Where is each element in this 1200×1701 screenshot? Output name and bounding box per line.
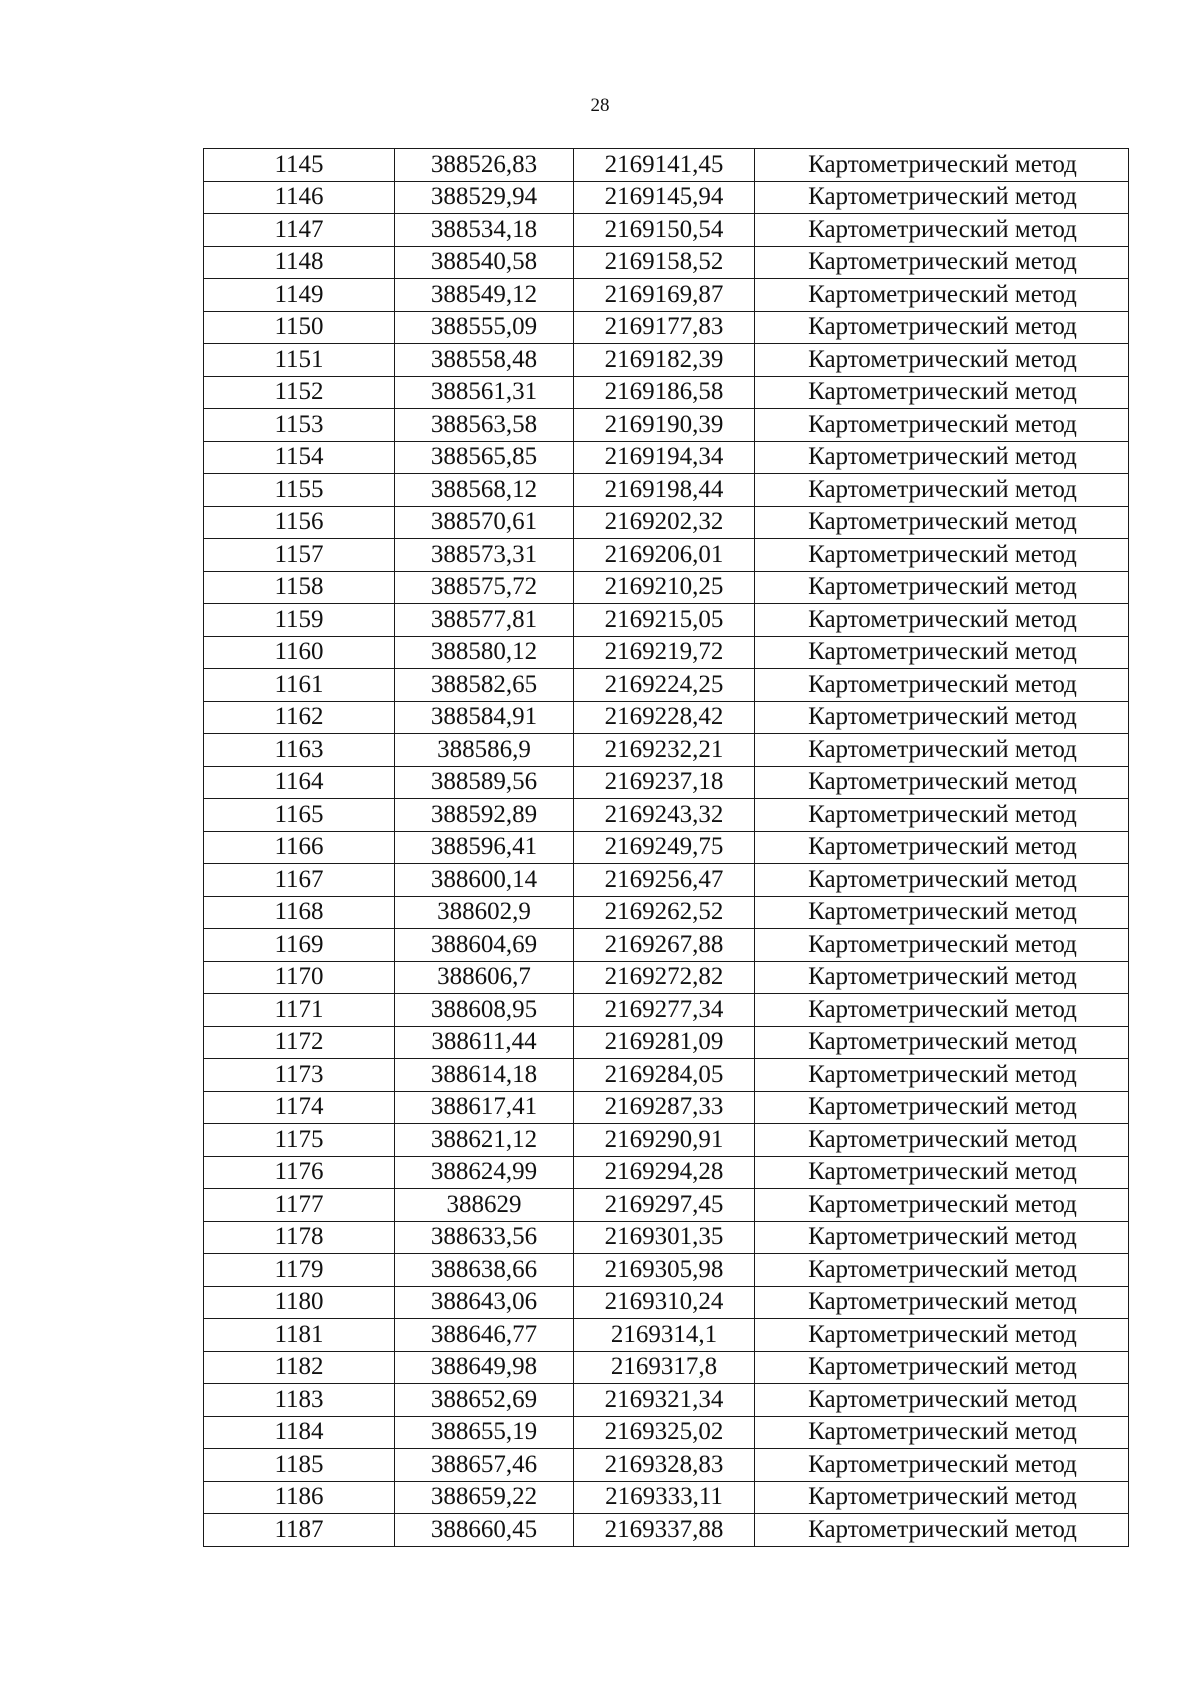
point-number-cell: 1164 (204, 766, 395, 799)
table-row (204, 1026, 1129, 1059)
y-coordinate-cell: 2169186,58 (574, 376, 755, 409)
x-coordinate-cell: 388604,69 (395, 929, 574, 962)
point-number-cell: 1145 (204, 149, 395, 182)
method-cell: Картометрический метод (755, 1059, 1129, 1092)
method-cell: Картометрический метод (755, 441, 1129, 474)
y-coordinate-cell: 2169232,21 (574, 734, 755, 767)
table-row (204, 539, 1129, 572)
point-number-cell: 1175 (204, 1124, 395, 1157)
x-coordinate-cell: 388660,45 (395, 1514, 574, 1547)
method-cell: Картометрический метод (755, 701, 1129, 734)
method-cell: Картометрический метод (755, 149, 1129, 182)
y-coordinate-cell: 2169317,8 (574, 1351, 755, 1384)
table-row (204, 994, 1129, 1027)
method-cell: Картометрический метод (755, 929, 1129, 962)
y-coordinate-cell: 2169305,98 (574, 1254, 755, 1287)
x-coordinate-cell: 388534,18 (395, 214, 574, 247)
table-row (204, 149, 1129, 182)
point-number-cell: 1174 (204, 1091, 395, 1124)
y-coordinate-cell: 2169333,11 (574, 1481, 755, 1514)
y-coordinate-cell: 2169337,88 (574, 1514, 755, 1547)
y-coordinate-cell: 2169290,91 (574, 1124, 755, 1157)
y-coordinate-cell: 2169321,34 (574, 1384, 755, 1417)
table-row (204, 734, 1129, 767)
point-number-cell: 1151 (204, 344, 395, 377)
method-cell: Картометрический метод (755, 1449, 1129, 1482)
point-number-cell: 1155 (204, 474, 395, 507)
x-coordinate-cell: 388608,95 (395, 994, 574, 1027)
table-row (204, 1416, 1129, 1449)
x-coordinate-cell: 388617,41 (395, 1091, 574, 1124)
page-number: 28 (590, 95, 610, 116)
point-number-cell: 1160 (204, 636, 395, 669)
y-coordinate-cell: 2169314,1 (574, 1319, 755, 1352)
method-cell: Картометрический метод (755, 376, 1129, 409)
y-coordinate-cell: 2169202,32 (574, 506, 755, 539)
point-number-cell: 1161 (204, 669, 395, 702)
point-number-cell: 1158 (204, 571, 395, 604)
table-row (204, 896, 1129, 929)
point-number-cell: 1150 (204, 311, 395, 344)
y-coordinate-cell: 2169267,88 (574, 929, 755, 962)
point-number-cell: 1171 (204, 994, 395, 1027)
y-coordinate-cell: 2169325,02 (574, 1416, 755, 1449)
table-row (204, 1221, 1129, 1254)
table-row (204, 1384, 1129, 1417)
table-row (204, 279, 1129, 312)
method-cell: Картометрический метод (755, 1351, 1129, 1384)
point-number-cell: 1185 (204, 1449, 395, 1482)
x-coordinate-cell: 388526,83 (395, 149, 574, 182)
x-coordinate-cell: 388589,56 (395, 766, 574, 799)
y-coordinate-cell: 2169328,83 (574, 1449, 755, 1482)
method-cell: Картометрический метод (755, 539, 1129, 572)
method-cell: Картометрический метод (755, 961, 1129, 994)
method-cell: Картометрический метод (755, 214, 1129, 247)
x-coordinate-cell: 388584,91 (395, 701, 574, 734)
y-coordinate-cell: 2169228,42 (574, 701, 755, 734)
method-cell: Картометрический метод (755, 1481, 1129, 1514)
table-row (204, 604, 1129, 637)
point-number-cell: 1163 (204, 734, 395, 767)
method-cell: Картометрический метод (755, 279, 1129, 312)
point-number-cell: 1152 (204, 376, 395, 409)
point-number-cell: 1167 (204, 864, 395, 897)
method-cell: Картометрический метод (755, 246, 1129, 279)
table-row (204, 1156, 1129, 1189)
point-number-cell: 1147 (204, 214, 395, 247)
point-number-cell: 1170 (204, 961, 395, 994)
x-coordinate-cell: 388592,89 (395, 799, 574, 832)
table-row (204, 1091, 1129, 1124)
y-coordinate-cell: 2169150,54 (574, 214, 755, 247)
table-row (204, 669, 1129, 702)
table-row (204, 1514, 1129, 1547)
point-number-cell: 1156 (204, 506, 395, 539)
table-row (204, 961, 1129, 994)
y-coordinate-cell: 2169277,34 (574, 994, 755, 1027)
x-coordinate-cell: 388568,12 (395, 474, 574, 507)
x-coordinate-cell: 388582,65 (395, 669, 574, 702)
x-coordinate-cell: 388629 (395, 1189, 574, 1222)
x-coordinate-cell: 388611,44 (395, 1026, 574, 1059)
x-coordinate-cell: 388638,66 (395, 1254, 574, 1287)
x-coordinate-cell: 388659,22 (395, 1481, 574, 1514)
x-coordinate-cell: 388655,19 (395, 1416, 574, 1449)
point-number-cell: 1176 (204, 1156, 395, 1189)
coordinates-table (203, 148, 1129, 1547)
x-coordinate-cell: 388586,9 (395, 734, 574, 767)
x-coordinate-cell: 388561,31 (395, 376, 574, 409)
x-coordinate-cell: 388575,72 (395, 571, 574, 604)
x-coordinate-cell: 388577,81 (395, 604, 574, 637)
y-coordinate-cell: 2169190,39 (574, 409, 755, 442)
method-cell: Картометрический метод (755, 994, 1129, 1027)
method-cell: Картометрический метод (755, 506, 1129, 539)
y-coordinate-cell: 2169198,44 (574, 474, 755, 507)
method-cell: Картометрический метод (755, 409, 1129, 442)
method-cell: Картометрический метод (755, 636, 1129, 669)
x-coordinate-cell: 388646,77 (395, 1319, 574, 1352)
table-row (204, 506, 1129, 539)
method-cell: Картометрический метод (755, 766, 1129, 799)
x-coordinate-cell: 388602,9 (395, 896, 574, 929)
point-number-cell: 1173 (204, 1059, 395, 1092)
x-coordinate-cell: 388596,41 (395, 831, 574, 864)
x-coordinate-cell: 388643,06 (395, 1286, 574, 1319)
point-number-cell: 1146 (204, 181, 395, 214)
table-row (204, 571, 1129, 604)
y-coordinate-cell: 2169243,32 (574, 799, 755, 832)
table-row (204, 1124, 1129, 1157)
table-row (204, 799, 1129, 832)
x-coordinate-cell: 388565,85 (395, 441, 574, 474)
y-coordinate-cell: 2169310,24 (574, 1286, 755, 1319)
method-cell: Картометрический метод (755, 181, 1129, 214)
table-row (204, 441, 1129, 474)
point-number-cell: 1184 (204, 1416, 395, 1449)
method-cell: Картометрический метод (755, 799, 1129, 832)
table-row (204, 1449, 1129, 1482)
x-coordinate-cell: 388652,69 (395, 1384, 574, 1417)
point-number-cell: 1153 (204, 409, 395, 442)
point-number-cell: 1159 (204, 604, 395, 637)
point-number-cell: 1166 (204, 831, 395, 864)
table-row (204, 864, 1129, 897)
point-number-cell: 1154 (204, 441, 395, 474)
method-cell: Картометрический метод (755, 1026, 1129, 1059)
x-coordinate-cell: 388549,12 (395, 279, 574, 312)
method-cell: Картометрический метод (755, 311, 1129, 344)
point-number-cell: 1181 (204, 1319, 395, 1352)
point-number-cell: 1187 (204, 1514, 395, 1547)
y-coordinate-cell: 2169301,35 (574, 1221, 755, 1254)
y-coordinate-cell: 2169210,25 (574, 571, 755, 604)
point-number-cell: 1182 (204, 1351, 395, 1384)
y-coordinate-cell: 2169294,28 (574, 1156, 755, 1189)
method-cell: Картометрический метод (755, 1254, 1129, 1287)
table-row (204, 1351, 1129, 1384)
method-cell: Картометрический метод (755, 1091, 1129, 1124)
x-coordinate-cell: 388600,14 (395, 864, 574, 897)
y-coordinate-cell: 2169141,45 (574, 149, 755, 182)
method-cell: Картометрический метод (755, 669, 1129, 702)
point-number-cell: 1177 (204, 1189, 395, 1222)
x-coordinate-cell: 388633,56 (395, 1221, 574, 1254)
y-coordinate-cell: 2169256,47 (574, 864, 755, 897)
x-coordinate-cell: 388540,58 (395, 246, 574, 279)
y-coordinate-cell: 2169249,75 (574, 831, 755, 864)
table-row (204, 1286, 1129, 1319)
x-coordinate-cell: 388555,09 (395, 311, 574, 344)
y-coordinate-cell: 2169224,25 (574, 669, 755, 702)
point-number-cell: 1148 (204, 246, 395, 279)
y-coordinate-cell: 2169237,18 (574, 766, 755, 799)
method-cell: Картометрический метод (755, 734, 1129, 767)
x-coordinate-cell: 388563,58 (395, 409, 574, 442)
method-cell: Картометрический метод (755, 1221, 1129, 1254)
table-row (204, 214, 1129, 247)
method-cell: Картометрический метод (755, 344, 1129, 377)
x-coordinate-cell: 388573,31 (395, 539, 574, 572)
method-cell: Картометрический метод (755, 896, 1129, 929)
y-coordinate-cell: 2169158,52 (574, 246, 755, 279)
point-number-cell: 1186 (204, 1481, 395, 1514)
table-row (204, 1059, 1129, 1092)
point-number-cell: 1179 (204, 1254, 395, 1287)
y-coordinate-cell: 2169177,83 (574, 311, 755, 344)
y-coordinate-cell: 2169169,87 (574, 279, 755, 312)
method-cell: Картометрический метод (755, 604, 1129, 637)
table-row (204, 311, 1129, 344)
table-row (204, 181, 1129, 214)
y-coordinate-cell: 2169297,45 (574, 1189, 755, 1222)
y-coordinate-cell: 2169284,05 (574, 1059, 755, 1092)
point-number-cell: 1172 (204, 1026, 395, 1059)
method-cell: Картометрический метод (755, 1156, 1129, 1189)
y-coordinate-cell: 2169215,05 (574, 604, 755, 637)
y-coordinate-cell: 2169182,39 (574, 344, 755, 377)
x-coordinate-cell: 388621,12 (395, 1124, 574, 1157)
method-cell: Картометрический метод (755, 1189, 1129, 1222)
x-coordinate-cell: 388657,46 (395, 1449, 574, 1482)
x-coordinate-cell: 388558,48 (395, 344, 574, 377)
coordinates-table-body (204, 149, 1129, 1547)
x-coordinate-cell: 388624,99 (395, 1156, 574, 1189)
point-number-cell: 1162 (204, 701, 395, 734)
table-row (204, 409, 1129, 442)
y-coordinate-cell: 2169194,34 (574, 441, 755, 474)
y-coordinate-cell: 2169281,09 (574, 1026, 755, 1059)
x-coordinate-cell: 388649,98 (395, 1351, 574, 1384)
y-coordinate-cell: 2169219,72 (574, 636, 755, 669)
table-row (204, 636, 1129, 669)
table-row (204, 1319, 1129, 1352)
table-row (204, 701, 1129, 734)
table-row (204, 344, 1129, 377)
x-coordinate-cell: 388529,94 (395, 181, 574, 214)
point-number-cell: 1165 (204, 799, 395, 832)
y-coordinate-cell: 2169262,52 (574, 896, 755, 929)
method-cell: Картометрический метод (755, 1514, 1129, 1547)
method-cell: Картометрический метод (755, 831, 1129, 864)
point-number-cell: 1149 (204, 279, 395, 312)
method-cell: Картометрический метод (755, 1319, 1129, 1352)
table-row (204, 376, 1129, 409)
point-number-cell: 1180 (204, 1286, 395, 1319)
x-coordinate-cell: 388614,18 (395, 1059, 574, 1092)
table-row (204, 474, 1129, 507)
point-number-cell: 1178 (204, 1221, 395, 1254)
table-row (204, 1189, 1129, 1222)
y-coordinate-cell: 2169145,94 (574, 181, 755, 214)
method-cell: Картометрический метод (755, 1416, 1129, 1449)
method-cell: Картометрический метод (755, 474, 1129, 507)
method-cell: Картометрический метод (755, 571, 1129, 604)
point-number-cell: 1183 (204, 1384, 395, 1417)
method-cell: Картометрический метод (755, 864, 1129, 897)
table-row (204, 929, 1129, 962)
y-coordinate-cell: 2169206,01 (574, 539, 755, 572)
x-coordinate-cell: 388606,7 (395, 961, 574, 994)
point-number-cell: 1157 (204, 539, 395, 572)
x-coordinate-cell: 388580,12 (395, 636, 574, 669)
table-row (204, 766, 1129, 799)
point-number-cell: 1168 (204, 896, 395, 929)
point-number-cell: 1169 (204, 929, 395, 962)
method-cell: Картометрический метод (755, 1124, 1129, 1157)
table-row (204, 246, 1129, 279)
table-row (204, 831, 1129, 864)
table-row (204, 1481, 1129, 1514)
method-cell: Картометрический метод (755, 1384, 1129, 1417)
method-cell: Картометрический метод (755, 1286, 1129, 1319)
y-coordinate-cell: 2169287,33 (574, 1091, 755, 1124)
x-coordinate-cell: 388570,61 (395, 506, 574, 539)
y-coordinate-cell: 2169272,82 (574, 961, 755, 994)
table-row (204, 1254, 1129, 1287)
